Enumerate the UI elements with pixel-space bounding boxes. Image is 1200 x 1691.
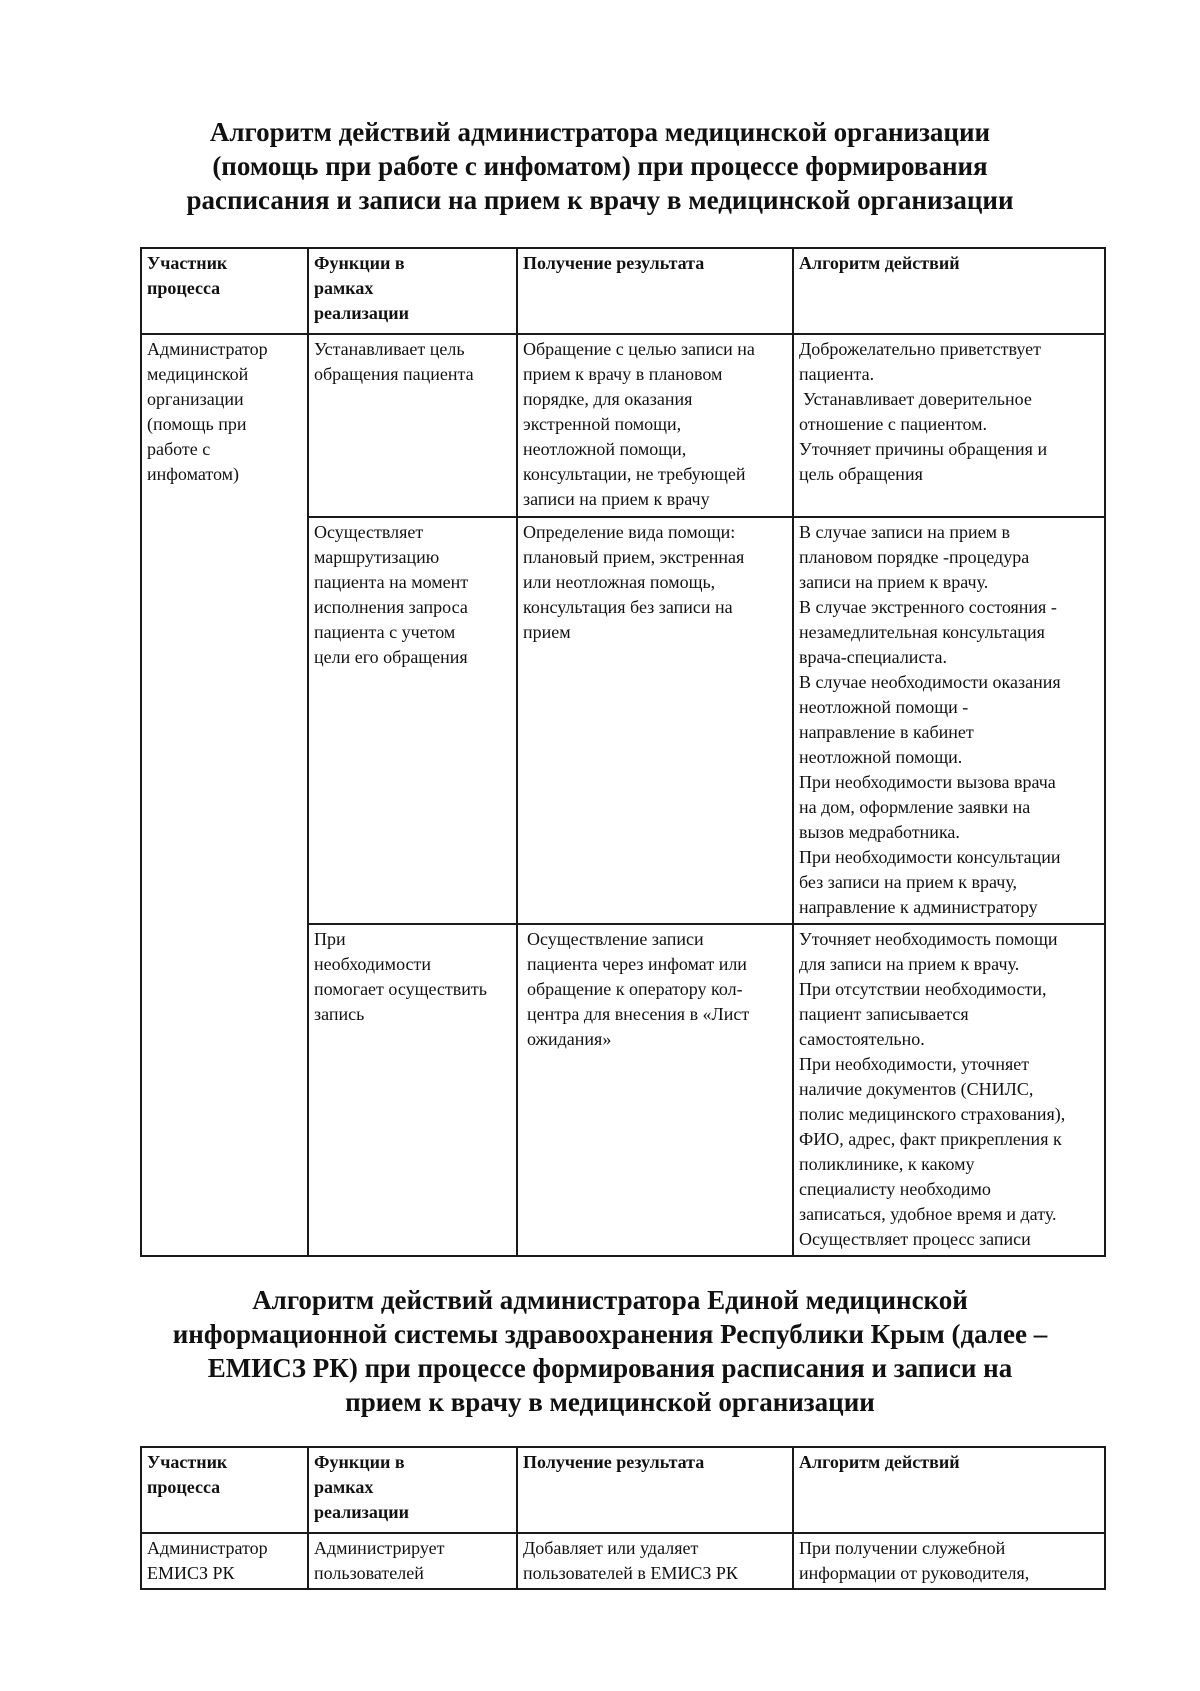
cell-text-line: пациента. [799,364,875,384]
cell-text-line: Администратор [147,339,268,359]
cell-text-line: процесса [147,1477,221,1497]
cell-text-line: Получение результата [523,253,705,273]
cell-text-line: информации от руководителя, [799,1563,1030,1583]
algorithm-cell [793,924,1105,1256]
result-cell [517,517,793,924]
function-cell [308,517,517,924]
cell-text-line: процесса [147,278,221,298]
cell-text-line: Обращение с целью записи на [523,339,755,359]
header-result [517,248,793,334]
table-header-row [141,1447,1105,1533]
cell-text-line: центра для внесения в «Лист [527,1004,750,1024]
cell-text-line: Осуществляет процесс записи [799,1229,1031,1249]
algorithm-cell [793,1533,1105,1589]
cell-text-line: работе с [147,439,211,459]
cell-text-line: направление в кабинет [799,722,974,742]
result-cell [517,924,793,1256]
cell-text-line: записи на прием к врачу [523,489,710,509]
table-row [141,1533,1105,1589]
cell-text-line: В случае необходимости оказания [799,672,1061,692]
cell-text-line: реализации [314,303,409,323]
participant-cell [141,334,308,1256]
cell-text-line: Алгоритм действий [799,253,960,273]
cell-text-line: консультации, не требующей [523,464,746,484]
header-result [517,1447,793,1533]
title-line: Алгоритм действий администратора Единой медицинской [252,1285,968,1315]
cell-text-line: Осуществление записи [527,929,704,949]
cell-text-line: неотложной помощи, [523,439,687,459]
cell-text-line: Определение вида помощи: [523,522,736,542]
header-functions [308,1447,517,1533]
result-cell [517,334,793,517]
cell-text-line: рамках [314,278,374,298]
cell-text-line: При необходимости, уточняет [799,1054,1030,1074]
cell-text-line: пациента на момент [314,572,469,592]
cell-text-line: организации [147,389,244,409]
cell-text-line: Администратор [147,1538,268,1558]
cell-text-line: Алгоритм действий [799,1452,960,1472]
cell-text-line: на дом, оформление заявки на [799,797,1031,817]
cell-text-line: реализации [314,1502,409,1522]
cell-text-line: прием к врачу в плановом [523,364,723,384]
cell-text-line: Администрирует [314,1538,445,1558]
header-participant [141,1447,308,1533]
cell-text-line: записаться, удобное время и дату. [799,1204,1057,1224]
cell-text-line: консультация без записи на [523,597,733,617]
cell-text-line: медицинской [147,364,249,384]
cell-text-line: ожидания» [527,1029,612,1049]
cell-text-line: самостоятельно. [799,1029,925,1049]
cell-text-line: цели его обращения [314,647,468,667]
section-1-title [140,115,1060,217]
cell-text-line: Функции в [314,1452,405,1472]
cell-text-line: необходимости [314,954,432,974]
cell-text-line: При необходимости консультации [799,847,1061,867]
cell-text-line: При [314,929,346,949]
function-cell [308,1533,517,1589]
cell-text-line: Устанавливает доверительное [803,389,1032,409]
cell-text-line: пациента с учетом [314,622,456,642]
cell-text-line: Функции в [314,253,405,273]
cell-text-line: Уточняет причины обращения и [799,439,1048,459]
cell-text-line: В случае экстренного состояния - [799,597,1057,617]
table-row [141,334,1105,517]
cell-text-line: врача-специалиста. [799,647,948,667]
cell-text-line: При отсутствии необходимости, [799,979,1047,999]
cell-text-line: (помощь при [147,414,247,434]
title-line: расписания и записи на прием к врачу в медицинской организации [186,185,1014,215]
section-2-title [140,1283,1080,1419]
cell-text-line: Осуществляет [314,522,424,542]
section-2-table [140,1446,1106,1590]
section-1-table [140,247,1106,1257]
cell-text-line: запись [314,1004,365,1024]
cell-text-line: Доброжелательно приветствует [799,339,1041,359]
cell-text-line: Участник [147,1452,228,1472]
title-line: Алгоритм действий администратора медицинской организации [209,117,991,147]
title-line: информационной системы здравоохранения Республики Крым (далее – [172,1319,1048,1349]
result-cell [517,1533,793,1589]
cell-text-line: пациент записывается [799,1004,969,1024]
cell-text-line: обращение к оператору кол- [527,979,743,999]
cell-text-line: При получении служебной [799,1538,1006,1558]
cell-text-line: маршрутизацию [314,547,440,567]
function-cell [308,334,517,517]
cell-text-line: незамедлительная консультация [799,622,1045,642]
cell-text-line: записи на прием к врачу. [799,572,989,592]
function-cell [308,924,517,1256]
header-participant [141,248,308,334]
cell-text-line: ЕМИСЗ РК [147,1563,235,1583]
header-functions [308,248,517,334]
cell-text-line: цель обращения [799,464,923,484]
cell-text-line: без записи на прием к врачу, [799,872,1018,892]
cell-text-line: Добавляет или удаляет [523,1538,699,1558]
title-line: прием к врачу в медицинской организации [345,1387,875,1417]
cell-text-line: Получение результата [523,1452,705,1472]
cell-text-line: Уточняет необходимость помощи [799,929,1058,949]
cell-text-line: или неотложная помощь, [523,572,716,592]
cell-text-line: для записи на прием к врачу. [799,954,1020,974]
cell-text-line: направление к администратору [799,897,1038,917]
cell-text-line: помогает осуществить [314,979,487,999]
cell-text-line: наличие документов (СНИЛС, [799,1079,1034,1099]
algorithm-cell [793,334,1105,517]
cell-text-line: инфоматом) [147,464,240,484]
participant-cell [141,1533,308,1589]
cell-text-line: вызов медработника. [799,822,960,842]
cell-text-line: обращения пациента [314,364,474,384]
cell-text-line: экстренной помощи, [523,414,682,434]
cell-text-line: исполнения запроса [314,597,468,617]
cell-text-line: При необходимости вызова врача [799,772,1056,792]
cell-text-line: рамках [314,1477,374,1497]
title-line: (помощь при работе с инфоматом) при процессе формирования [212,151,988,181]
cell-text-line: пользователей в ЕМИСЗ РК [523,1563,738,1583]
algorithm-cell [793,517,1105,924]
cell-text-line: пользователей [314,1563,424,1583]
cell-text-line: плановый прием, экстренная [523,547,745,567]
cell-text-line: неотложной помощи - [799,697,969,717]
cell-text-line: специалисту необходимо [799,1179,991,1199]
cell-text-line: поликлинике, к какому [799,1154,975,1174]
header-algorithm [793,248,1105,334]
cell-text-line: неотложной помощи. [799,747,963,767]
cell-text-line: порядке, для оказания [523,389,693,409]
cell-text-line: отношение с пациентом. [799,414,988,434]
cell-text-line: прием [523,622,571,642]
title-line: ЕМИСЗ РК) при процессе формирования расписания и записи на [207,1353,1013,1383]
cell-text-line: ФИО, адрес, факт прикрепления к [799,1129,1062,1149]
cell-text-line: плановом порядке -процедура [799,547,1030,567]
cell-text-line: Устанавливает цель [314,339,465,359]
cell-text-line: полис медицинского страхования), [799,1104,1066,1124]
cell-text-line: Участник [147,253,228,273]
table-header-row [141,248,1105,334]
cell-text-line: В случае записи на прием в [799,522,1011,542]
header-algorithm [793,1447,1105,1533]
cell-text-line: пациента через инфомат или [527,954,747,974]
